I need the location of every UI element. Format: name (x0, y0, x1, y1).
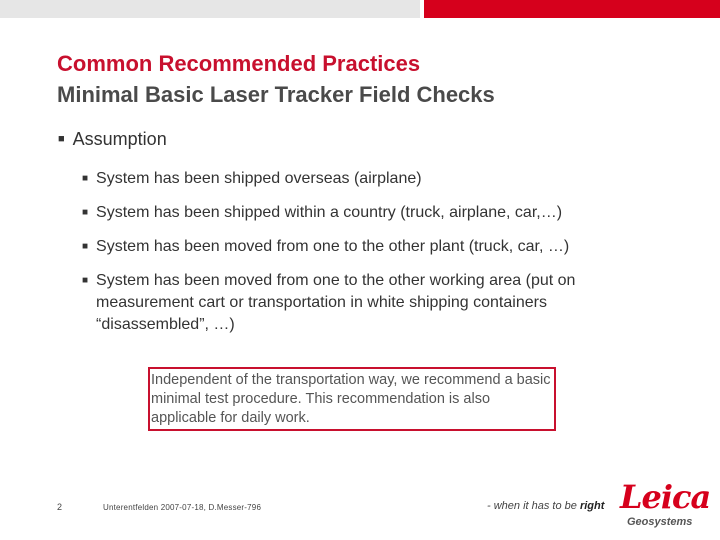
bullet-assumption (58, 129, 167, 150)
sub-bullet-text: System has been shipped within a country (truck, airplane, car,…) (96, 204, 563, 221)
tagline-prefix: - when it has to be (487, 500, 580, 512)
square-bullet-icon: ■ (58, 133, 65, 145)
square-bullet-icon: ■ (82, 207, 89, 218)
logo-sub: Geosystems (627, 516, 693, 528)
tagline-bold: right (579, 500, 605, 512)
sub-bullet-1 (82, 168, 422, 190)
logo-word: Leica (620, 478, 711, 516)
sub-bullet-2 (82, 202, 562, 224)
tagline (487, 500, 604, 512)
slide-title (57, 48, 495, 110)
square-bullet-icon: ■ (82, 241, 89, 252)
header-bar-red (424, 0, 720, 18)
title-line-1: Common Recommended Practices (57, 51, 421, 76)
page-number: 2 (57, 502, 63, 512)
note-box: Independent of the transportation way, we recommend a basic minimal test procedure. This recommendation is also applicable for daily work. (148, 367, 556, 431)
leica-logo (612, 478, 712, 534)
sub-bullet-3 (82, 236, 569, 258)
sub-bullet-text: System has been shipped overseas (airplane) (96, 170, 422, 187)
sub-bullet-text: System has been moved from one to the other plant (truck, car, …) (96, 238, 570, 255)
sub-bullet-4 (82, 270, 656, 336)
square-bullet-icon: ■ (82, 173, 89, 184)
bullet-assumption-text: Assumption (72, 129, 167, 149)
sub-bullet-text: System has been moved from one to the other working area (put on measurement cart or transportation in white shipping containers “disassembled”, …) (96, 272, 576, 333)
title-line-2: Minimal Basic Laser Tracker Field Checks (57, 82, 495, 107)
square-bullet-icon: ■ (82, 275, 89, 286)
header-bar-grey (0, 0, 420, 18)
footer-info: Unterentfelden 2007-07-18, D.Messer-796 (103, 503, 262, 512)
